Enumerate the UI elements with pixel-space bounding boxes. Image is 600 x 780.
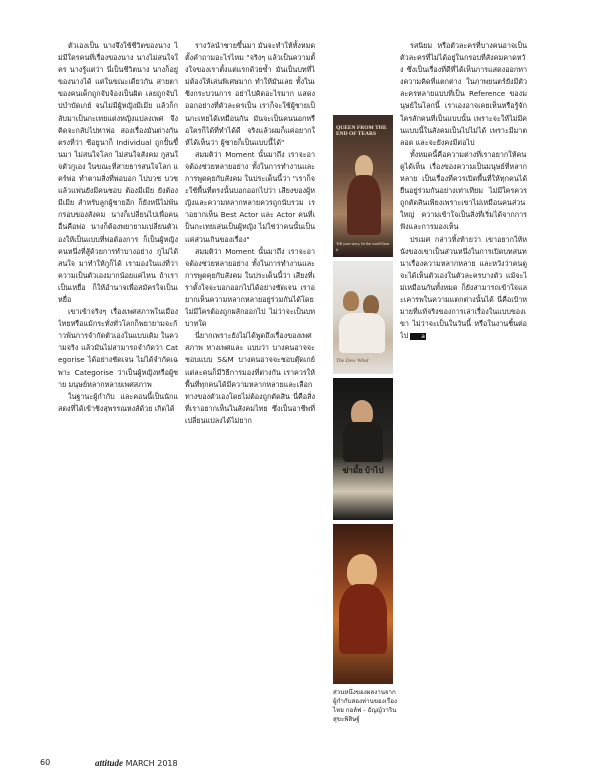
paragraph: นี่ยากเพราะยังไม่ได้พูดถึงเรื่องของเพศสภาพ ทางเพศและ แบบว่า บางคนอาจจะชอบแบบ S&M บางคนอาจจะชอบตุ๊ดเกย์ แต่ละคนก็มีวิธีการมองที่ต่างกัน เราควรให้พื้นที่ทุกคนได้มีความหลากหลายและเลือกทางของตัวเองโดยไม่ต้องถูกตัดสิน นี่คือสิ่งที่เราอยากเห็นในสังคมไทย ซึ่งเป็นอาชีพที่เปลี่ยนแปลงได้ไม่ยาก xyxy=(185,331,315,425)
paragraph xyxy=(400,234,527,343)
portrait-face xyxy=(343,291,359,311)
portrait-face xyxy=(363,295,379,315)
poster-title: QUEEN FROM THE END OF TEARS xyxy=(336,125,387,137)
paragraph: รางวัลนำชายขึ้นมา มันจะทำให้ทั้งหมดตั้งคำถามอะไรไหม "จริงๆ แล้วเป็นความตั้งใจของเราตั้งแต่แรกด้วยซ้ำ มันเป็นบทที่ไม่ต้องให้เล่นพิเศษมาก ทำให้มันเลย ทั้งในเชิงกระบวนการ อย่าไปคิดอะไรมาก แสดงออกอย่างที่ตัวละครเป็น เราก็จะใช้ผู้ชายเป็นกะเทยได้เหมือนกัน มันจะเป็นคนนอกหรือใครก็ได้ที่ทำได้ดี จริงแล้วผมก็แค่อยากให้ได้เห็นว่า ผู้ชายก็เป็นแบบนี้ได้" xyxy=(185,41,315,147)
poster-strip xyxy=(333,115,393,688)
film-poster-3 xyxy=(333,378,393,520)
image-caption: ส่วนหนึ่งของผลงานจากผู้กำกับสองท่านของเรื่องไทย กอล์ฟ - ธัญญ์วาริน สุขะพิสิษฐ์ xyxy=(333,689,397,723)
issue-date: MARCH 2018 xyxy=(125,759,178,768)
portrait-body xyxy=(343,422,383,462)
film-poster-2 xyxy=(333,261,393,374)
portrait-body xyxy=(339,584,387,654)
page-number: 60 xyxy=(40,758,51,767)
paragraph: ในฐานะผู้กำกับ และคอนนี้เป็นนักแสดงที่ได้เข้าชิงสุพรรณหงส์ด้วย เกิดได้ xyxy=(58,391,178,413)
film-poster-4 xyxy=(333,524,393,684)
poster-title: ฆ่ามั้ย บ้าไป xyxy=(342,466,384,475)
magazine-issue xyxy=(95,758,178,768)
poster-tagline: Tell your story, let the world hear it xyxy=(336,241,390,252)
film-poster-1 xyxy=(333,115,393,257)
paragraph: เขาเข้าจริงๆ เรื่องเพศสภาพในเมืองไทยหรือแม้กระทั่งทั่วโลกก็พยายามจะก้าวพ้นการจำกัดตัวเองในแบบเดิม ในความจริง แล้วมันไม่สามารถจำกัดว่า Categorise ได้อย่างชัดเจน ไม่ได้จำกัดเฉพาะ Categorise ว่าเป็นผู้หญิงหรือผู้ชาย มนุษย์หลากหลายเพศสภาพ xyxy=(58,307,178,389)
portrait-body xyxy=(347,175,381,235)
paragraph: ทั้งหมดนี้คือความต่างที่เราอยากให้คนดูได้เห็น เรื่องของความเป็นมนุษย์ที่หลากหลาย เป็นเรื่องที่ควรเปิดพื้นที่ให้ทุกคนได้ยืนอยู่ร่วมกันอย่างเท่าเทียม ไม่มีใครควรถูกตัดสินเพียงเพราะเขาไม่เหมือนคนส่วนใหญ่ ความเข้าใจเป็นสิ่งที่เริ่มได้จากการฟังและการมองเห็น xyxy=(400,149,527,232)
article-column-1 xyxy=(58,40,178,745)
article-column-3 xyxy=(400,40,527,745)
article-column-2 xyxy=(185,40,315,745)
poster-title: The Dew Wind xyxy=(336,358,369,364)
end-mark-icon: a xyxy=(410,333,426,340)
paragraph: รสนิยม หรือตัวละครที่บางคนอาจเป็นตัวละครที่ไม่ได้อยู่ในกรอบที่สังคมคาดหวัง ซึ่งเป็นเรื่องที่ดีที่ได้เห็นการแสดงออกทางความคิดที่แตกต่าง ในภาพยนตร์ยังมีตัวละครหลายแบบที่เป็น Reference ของมนุษย์ในโลกนี้ เราเองอาจเคยเห็นหรือรู้จักใครสักคนที่เป็นแบบนั้น เพราะจะให้ไม่มีคนแบบนี้ในสังคมเป็นไปไม่ได้ เพราะมีมาตลอด และจะยังคงมีต่อไป xyxy=(400,41,527,147)
paragraph-text: ปรเมศ กล่าวทิ้งท้ายว่า เขาอยากให้หนังของเขาเป็นส่วนหนึ่งในการเปิดบทสนทนาเรื่องความหลากหลาย และหวังว่าคนดูจะได้เห็นตัวเองในตัวละครบางตัว แม้จะไม่เหมือนกันทั้งหมด ก็ยังสามารถเข้าใจและเคารพในความแตกต่างนั้นได้ นี่คือเป้าหมายที่แท้จริงของการเล่าเรื่องในแบบของเขา ไม่ว่าจะเป็นในวันนี้ หรือในงานชิ้นต่อไป xyxy=(400,234,527,341)
portrait-face xyxy=(347,554,377,588)
portrait-body xyxy=(339,313,385,353)
magazine-brand: attitude xyxy=(95,758,124,768)
paragraph: สมมติว่า Moment นั้นมาถึง เราจะอาจต้องช่วยหลายอย่าง ทั้งในการทำงานและการพูดคุยกับสังคม ในประเด็นนี้ว่า "เราก็จะใช้พื้นที่ตรงนั้นบอกออกไปว่า เสียงของผู้หญิงและความหลากหลายควรถูกนับรวม เราอยากเห็น Best Actor และ Actor คนที่เป็นกะเทยเล่นเป็นผู้หญิง ไม่ใช่ว่าคนนั้นเป็นแค่ส่วนเกินของเรื่อง" xyxy=(185,149,315,244)
paragraph: ตัวเองเป็น นางจึงใช้ชีวิตของนาง ไม่มีใครคนที่เรื่องของนาง นางไม่สนใจใคร นางรู้แต่ว่า นี่เป็นชีวิตนาง นางก็อยู่ของนางได้ แต่ในขณะเดียวกัน สายตาของคนเด็กถูกจับจ้องเป็นผิด เลยถูกจับไปบำบัดเกย์ จนไม่มีผู้หญิงมีเมีย แล้วก็กลับมาเป็นกะเทยแต่งหญิงแปลงเพศ จึงคิดจะกลับไปหาพ่อ สองเรื่องมันต่างกันตรงที่ว่า ซีอยูนาก็ Individual ถูกปั้นขึ้นมา ไม่สนใจโลก ไม่สนใจสังคม กูสนใจตัวกูเอง ในขณะที่สายธารสนใจโลก แคร์พ่อ ทำตามสิ่งที่พ่อบอก ไปบวช บวชแล้วแฟนยังมีคนชอบ ต้องมีเมีย ยังต้องมีเมีย สำหรับลูกผู้ชายอีก ก็ยังหนีไม่พ้นกรอบของสังคม นางก็เปลี่ยนไปเพื่อคนอื่นคือพ่อ นางก็ต้องพยายามเปลี่ยนตัวเองให้เป็นแบบที่พ่อต้องการ ก็เป็นผู้หญิงคนหนึ่งที่สู้ด้วยการทำบางอย่าง กูไม่ได้สนใจ มาทำให้กูก็ได้ เรามองในแง่ที่ว่า ความเป็นตัวเองมากน้อยแค่ไหน ถ้าเราเป็นเหยื่อ ก็ให้อำนาจเพื่อสมัครใจเป็นเหยื่อ xyxy=(58,41,178,304)
paragraph: สมมติว่า Moment นั้นมาถึง เราจะอาจต้องช่วยหลายอย่าง ทั้งในการทำงานและการพูดคุยกับสังคม ในประเด็นนี้ว่า เสียงที่เราตั้งใจจะบอกออกไปได้อย่างชัดเจน เราอยากเห็นความหลากหลายอยู่ร่วมกันได้โดยไม่มีใครต้องถูกผลักออกไป ไม่ว่าจะเป็นบทบาทใด xyxy=(185,246,315,329)
